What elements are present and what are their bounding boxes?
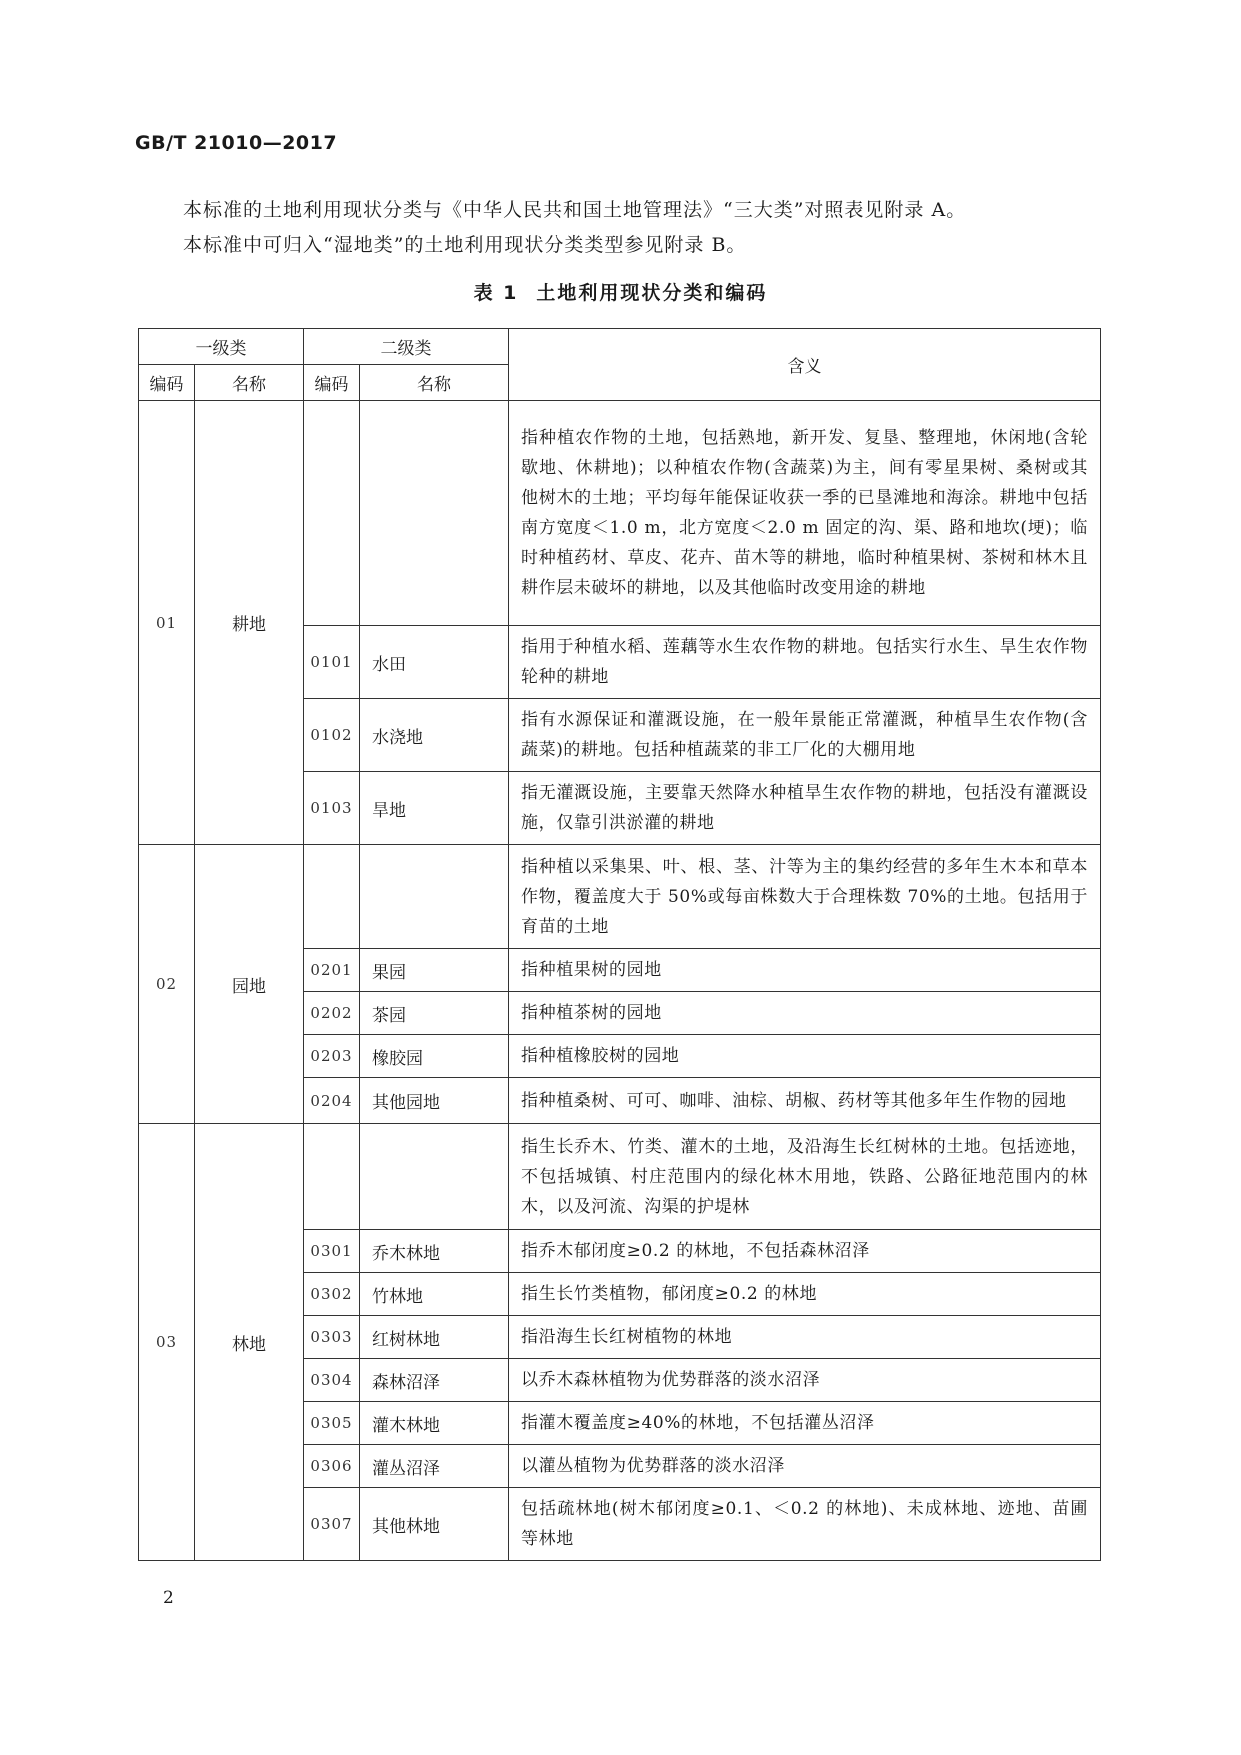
level2-code: 0307	[304, 1488, 360, 1561]
level1-name: 园地	[195, 845, 304, 1124]
level2-code: 0304	[304, 1359, 360, 1402]
level2-name: 茶园	[360, 992, 509, 1035]
level2-name	[360, 845, 509, 949]
header-meaning: 含义	[509, 329, 1101, 401]
table-number: 表 1	[473, 282, 519, 304]
level2-name	[360, 1124, 509, 1230]
definition-cell: 包括疏林地(树木郁闭度≥0.1、＜0.2 的林地)、未成林地、迹地、苗圃等林地	[509, 1488, 1101, 1561]
table-title-text: 土地利用现状分类和编码	[536, 282, 768, 304]
level2-name: 旱地	[360, 772, 509, 845]
level2-code: 0204	[304, 1078, 360, 1124]
level2-code: 0302	[304, 1273, 360, 1316]
level2-name: 橡胶园	[360, 1035, 509, 1078]
level2-name: 其他园地	[360, 1078, 509, 1124]
page-number: 2	[163, 1588, 174, 1608]
definition-cell: 指种植橡胶树的园地	[509, 1035, 1101, 1078]
level1-code: 03	[139, 1124, 195, 1561]
level2-code	[304, 845, 360, 949]
level1-name: 耕地	[195, 401, 304, 845]
level1-code: 02	[139, 845, 195, 1124]
level2-code: 0201	[304, 949, 360, 992]
intro-paragraph: 本标准中可归入“湿地类”的土地利用现状分类类型参见附录 B。	[183, 234, 747, 256]
definition-cell: 指生长乔木、竹类、灌木的土地，及沿海生长红树林的土地。包括迹地，不包括城镇、村庄范围内的绿化林木用地，铁路、公路征地范围内的林木，以及河流、沟渠的护堤林	[509, 1124, 1101, 1230]
definition-cell: 指种植茶树的园地	[509, 992, 1101, 1035]
level2-code: 0306	[304, 1445, 360, 1488]
definition-cell: 指乔木郁闭度≥0.2 的林地，不包括森林沼泽	[509, 1230, 1101, 1273]
level2-name: 红树林地	[360, 1316, 509, 1359]
table-row	[139, 1124, 1101, 1230]
level1-code: 01	[139, 401, 195, 845]
header-level1: 一级类	[139, 329, 304, 365]
level2-code: 0305	[304, 1402, 360, 1445]
level2-code: 0103	[304, 772, 360, 845]
level2-name	[360, 401, 509, 626]
definition-cell: 指无灌溉设施，主要靠天然降水种植旱生农作物的耕地，包括没有灌溉设施，仅靠引洪淤灌的耕地	[509, 772, 1101, 845]
definition-cell: 指沿海生长红树植物的林地	[509, 1316, 1101, 1359]
definition-cell: 指灌木覆盖度≥40%的林地，不包括灌丛沼泽	[509, 1402, 1101, 1445]
header-level2: 二级类	[304, 329, 509, 365]
level2-code: 0102	[304, 699, 360, 772]
level2-code: 0203	[304, 1035, 360, 1078]
level1-name: 林地	[195, 1124, 304, 1561]
definition-cell: 指种植桑树、可可、咖啡、油棕、胡椒、药材等其他多年生作物的园地	[509, 1078, 1101, 1124]
definition-cell: 指生长竹类植物，郁闭度≥0.2 的林地	[509, 1273, 1101, 1316]
header-name: 名称	[360, 365, 509, 401]
level2-name: 水浇地	[360, 699, 509, 772]
intro-paragraph: 本标准的土地利用现状分类与《中华人民共和国土地管理法》“三大类”对照表见附录 A。	[183, 199, 967, 221]
definition-cell: 指种植农作物的土地，包括熟地，新开发、复垦、整理地，休闲地(含轮歇地、休耕地)；以种植农作物(含蔬菜)为主，间有零星果树、桑树或其他树木的土地；平均每年能保证收获一季的已垦滩地和海涂。耕地中包括南方宽度＜1.0 m，北方宽度＜2.0 m 固定的沟、渠、路和地坎(埂)；临时种植药材、草皮、花卉、苗木等的耕地，临时种植果树、茶树和林木且耕作层未破坏的耕地，以及其他临时改变用途的耕地	[509, 401, 1101, 626]
definition-cell: 指有水源保证和灌溉设施，在一般年景能正常灌溉，种植旱生农作物(含蔬菜)的耕地。包括种植蔬菜的非工厂化的大棚用地	[509, 699, 1101, 772]
level2-code: 0303	[304, 1316, 360, 1359]
level2-name: 森林沼泽	[360, 1359, 509, 1402]
definition-cell: 以灌丛植物为优势群落的淡水沼泽	[509, 1445, 1101, 1488]
standard-code: GB/T 21010—2017	[135, 132, 338, 154]
level2-name: 竹林地	[360, 1273, 509, 1316]
header-name: 名称	[195, 365, 304, 401]
table-title	[0, 278, 1241, 305]
level2-name: 乔木林地	[360, 1230, 509, 1273]
land-use-classification-table	[138, 328, 1101, 1561]
header-code: 编码	[304, 365, 360, 401]
level2-name: 果园	[360, 949, 509, 992]
level2-name: 灌木林地	[360, 1402, 509, 1445]
level2-code: 0202	[304, 992, 360, 1035]
table-row	[139, 401, 1101, 626]
definition-cell: 以乔木森林植物为优势群落的淡水沼泽	[509, 1359, 1101, 1402]
definition-cell: 指种植以采集果、叶、根、茎、汁等为主的集约经营的多年生木本和草本作物，覆盖度大于 50%或每亩株数大于合理株数 70%的土地。包括用于育苗的土地	[509, 845, 1101, 949]
table-row	[139, 845, 1101, 949]
definition-cell: 指用于种植水稻、莲藕等水生农作物的耕地。包括实行水生、旱生农作物轮种的耕地	[509, 626, 1101, 699]
header-code: 编码	[139, 365, 195, 401]
level2-code: 0101	[304, 626, 360, 699]
level2-code	[304, 1124, 360, 1230]
level2-name: 水田	[360, 626, 509, 699]
definition-cell: 指种植果树的园地	[509, 949, 1101, 992]
level2-name: 灌丛沼泽	[360, 1445, 509, 1488]
level2-code	[304, 401, 360, 626]
level2-code: 0301	[304, 1230, 360, 1273]
level2-name: 其他林地	[360, 1488, 509, 1561]
